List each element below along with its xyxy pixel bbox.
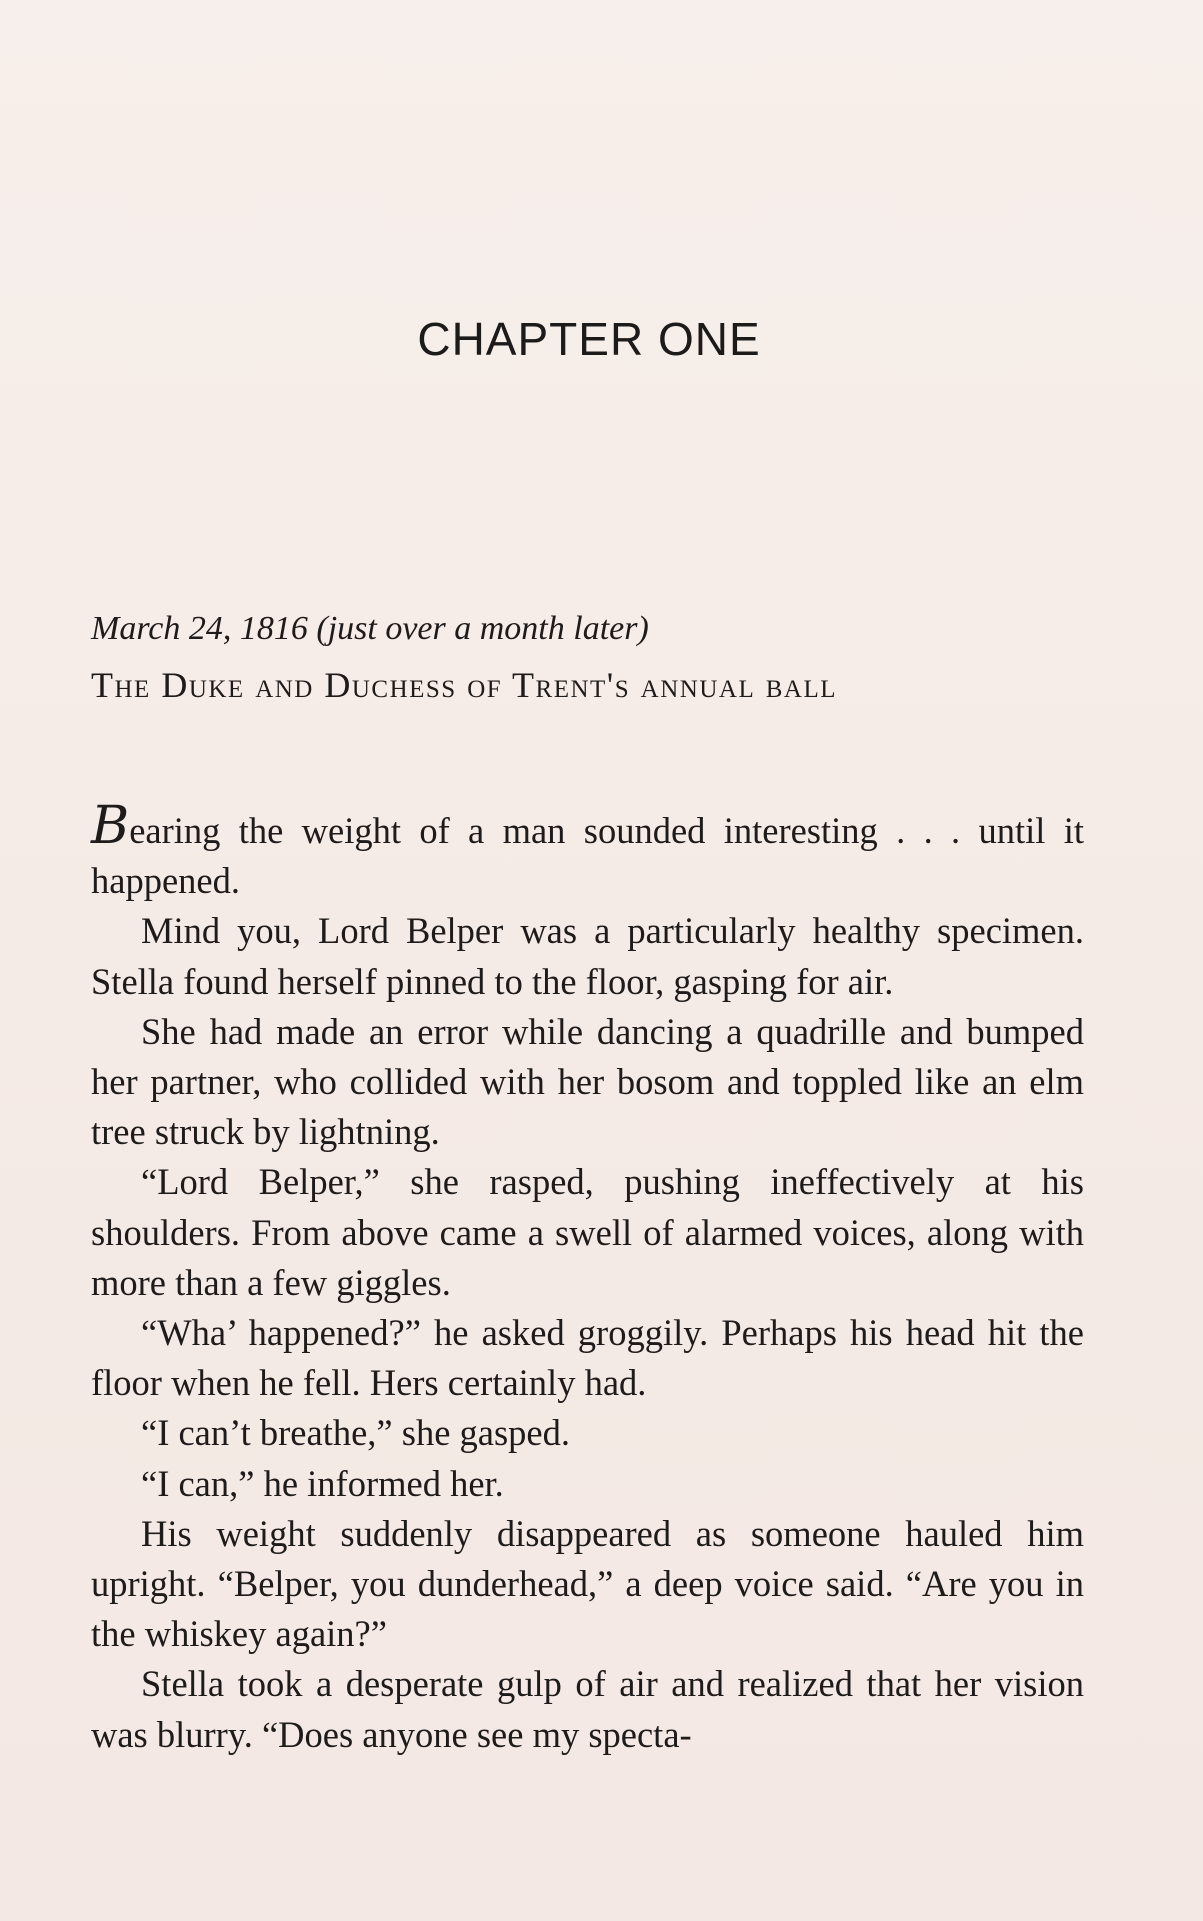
paragraph-3: She had made an error while dancing a quadrille and bumped her partner, who collided with her bosom and toppled like an elm tree struck by lightning. [91, 1010, 1084, 1153]
paragraph-4: “Lord Belper,” she rasped, pushing ineffectively at his shoulders. From above came a swell of alarmed voices, along with more than a few giggles. [91, 1161, 1084, 1303]
paragraph-8: His weight suddenly disappeared as someone hauled him upright. “Belper, you dunderhead,” a deep voice said. “Are you in the whiskey again?” [91, 1512, 1084, 1655]
paragraph-9: Stella took a desperate gulp of air and realized that her vision was blurry. “Does anyone see my specta- [91, 1663, 1084, 1755]
location-heading: The Duke and Duchess of Trent's annual ball [91, 665, 837, 705]
paragraph-1 [91, 796, 1084, 906]
paragraph-text: earing the weight of a man sounded interesting . . . until it happened. [91, 810, 1084, 902]
dateline: March 24, 1816 (just over a month later) [91, 610, 649, 647]
paragraph-7: “I can,” he informed her. [141, 1462, 504, 1504]
paragraph-2: Mind you, Lord Belper was a particularly healthy specimen. Stella found herself pinned to the floor, gasping for air. [91, 910, 1084, 1002]
drop-cap: B [91, 796, 130, 856]
paragraph-6: “I can’t breathe,” she gasped. [141, 1412, 570, 1454]
chapter-title: CHAPTER ONE [417, 313, 761, 365]
chapter-body [91, 796, 1084, 1760]
paragraph-5: “Wha’ happened?” he asked groggily. Perhaps his head hit the floor when he fell. Hers certainly had. [91, 1312, 1084, 1404]
